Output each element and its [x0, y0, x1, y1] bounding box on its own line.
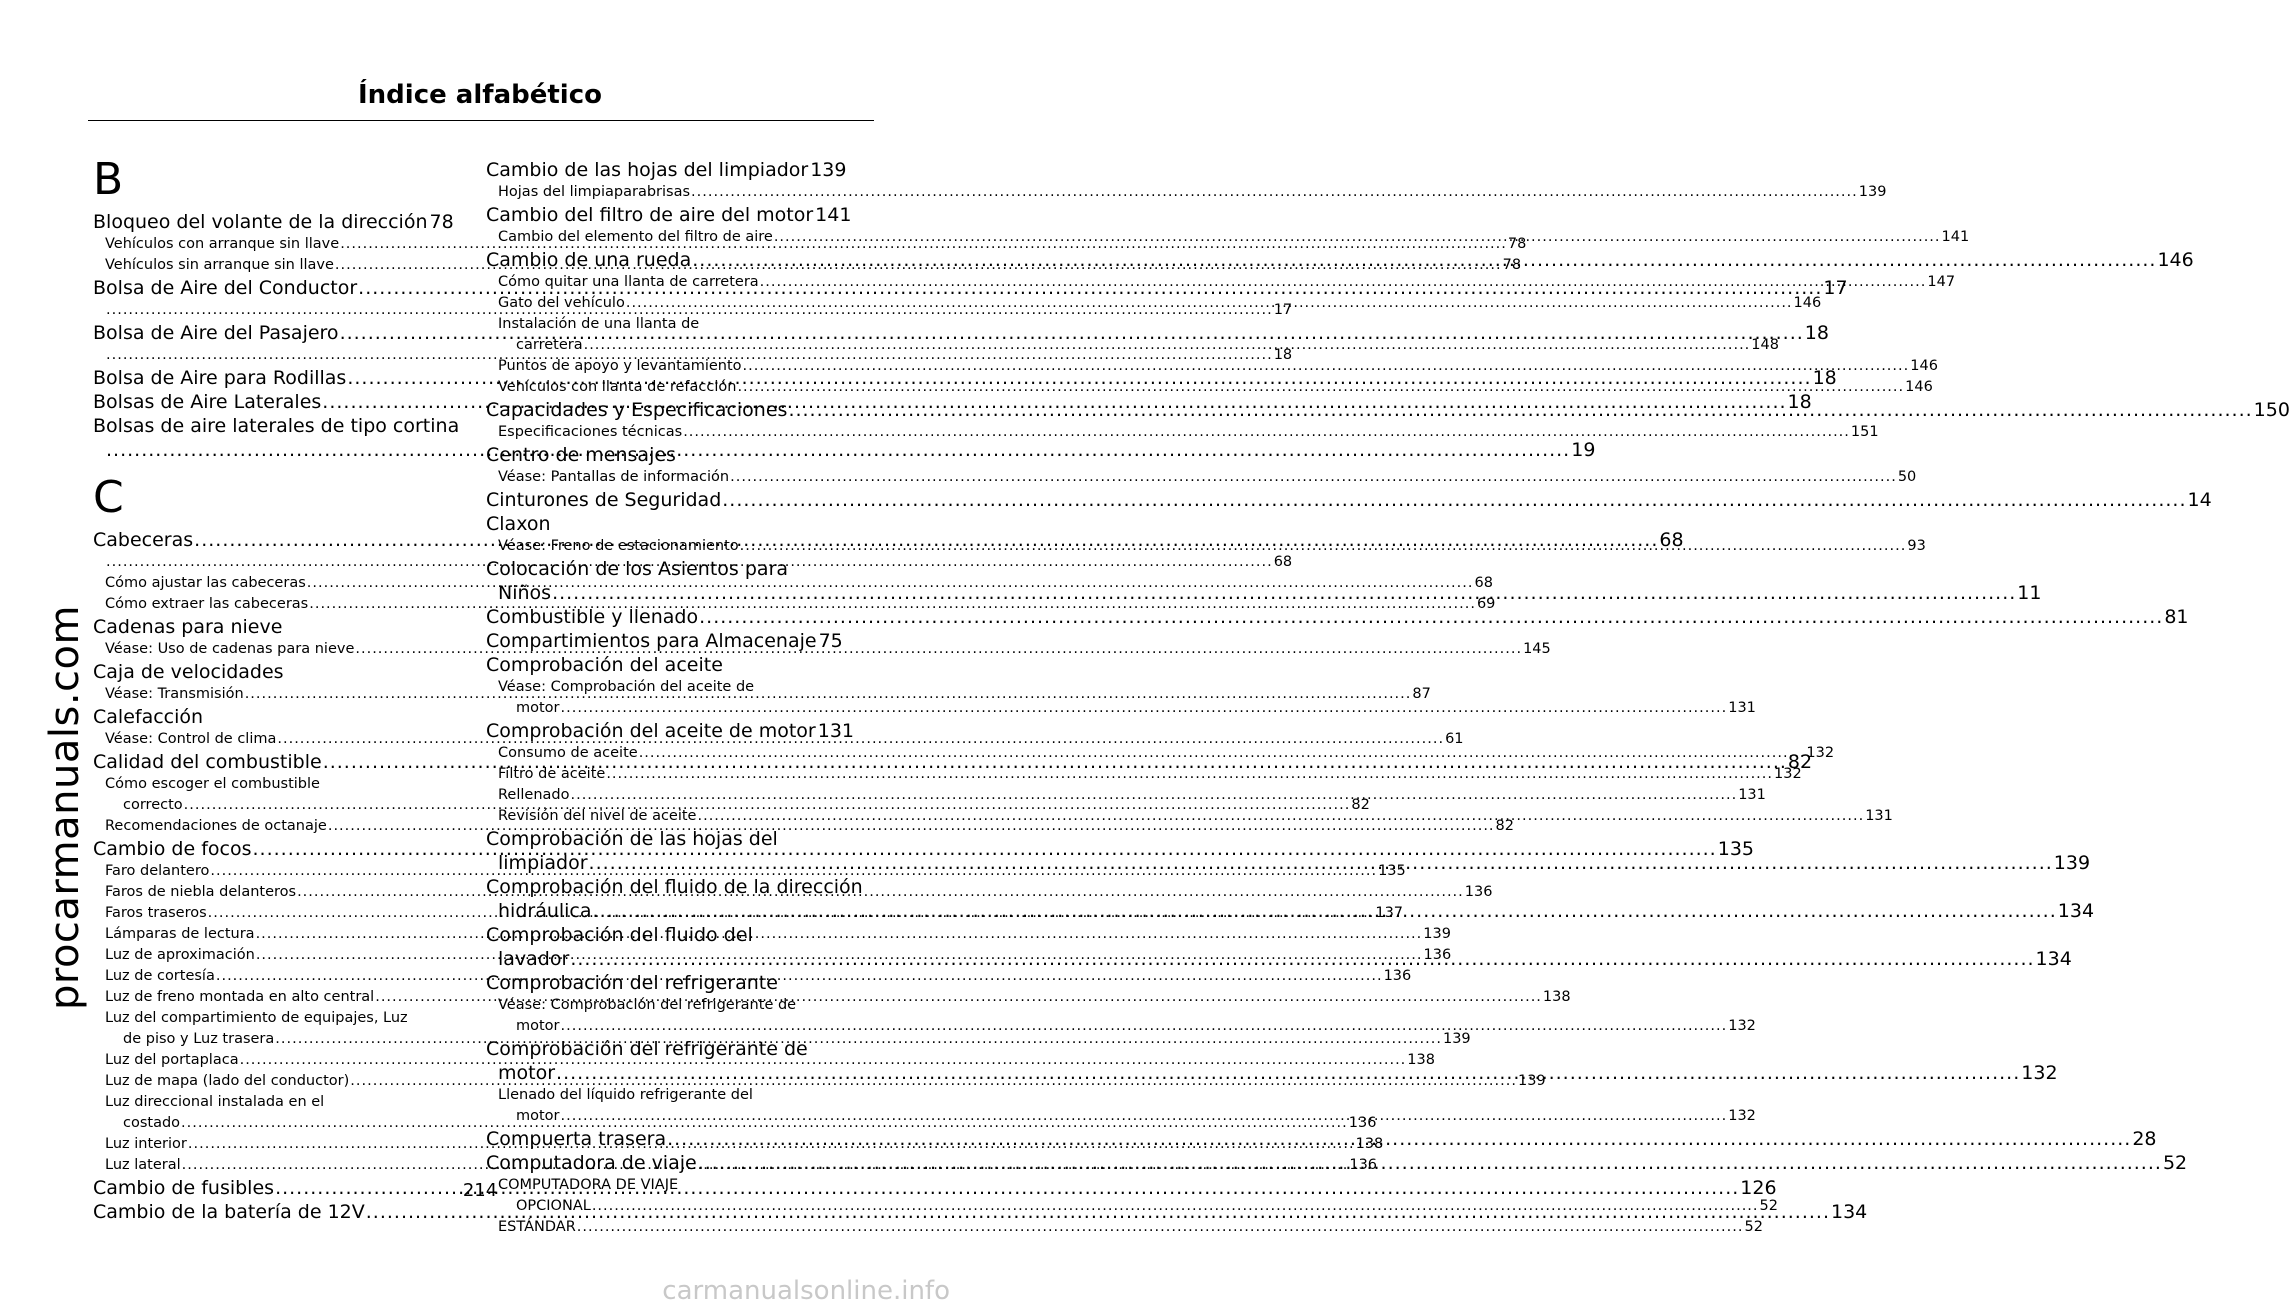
index-subentry: Luz del portaplaca ..... 138 — [93, 1050, 446, 1071]
index-entry: Comprobación del fluido del — [486, 924, 753, 946]
index-subentry: Vehículos con arranque sin llave ..... 78 — [93, 234, 446, 255]
index-subentry-continuation: motor ..... 132 — [486, 1016, 839, 1037]
index-subentry: ..... 18 — [93, 345, 446, 366]
index-subentry: Revisión del nivel de aceite ..... 131 — [486, 806, 839, 827]
index-subentry: Luz interior ..... 138 — [93, 1134, 446, 1155]
index-subentry: Vehículos con llanta de refacción ..... 146 — [486, 377, 839, 398]
index-subentry: Instalación de una llanta de — [498, 316, 700, 332]
page-title: Índice alfabético — [358, 80, 602, 110]
index-subentry: Faros traseros ..... 137 — [93, 903, 446, 924]
index-entry: Cambio de focos ..... 135 — [93, 837, 446, 861]
index-entry: Bolsas de aire laterales de tipo cortina — [93, 415, 460, 437]
index-entry: Bolsa de Aire del Conductor ..... 17 — [93, 276, 446, 300]
index-entry: Bloqueo del volante de la dirección 78 — [93, 211, 454, 233]
index-subentry: Luz de cortesía ..... 136 — [93, 966, 446, 987]
index-subentry-continuation: motor ..... 131 — [486, 698, 839, 719]
index-subentry: Luz lateral ..... 136 — [93, 1155, 446, 1176]
index-subentry-continuation: de piso y Luz trasera ..... 139 — [93, 1029, 446, 1050]
index-entry: Comprobación del aceite de motor 131 — [486, 720, 854, 742]
index-entry: Comprobación de las hojas del — [486, 828, 778, 850]
index-entry: Calefacción — [93, 706, 204, 728]
index-subentry: Luz direccional instalada en el — [105, 1094, 325, 1110]
index-entry: Bolsa de Aire para Rodillas ..... 18 — [93, 366, 446, 390]
index-subentry: Rellenado ..... 131 — [486, 785, 839, 806]
index-entry: Capacidades y Especificaciones ..... 150 — [486, 398, 839, 422]
index-entry: Cinturones de Seguridad ..... 14 — [486, 488, 839, 512]
index-entry: Bolsas de Aire Laterales ..... 18 — [93, 390, 446, 414]
index-subentry: Vehículos sin arranque sin llave ..... 78 — [93, 255, 446, 276]
index-subentry: Véase: Control de clima ..... 61 — [93, 729, 446, 750]
index-subentry: ESTÁNDAR ..... 52 — [486, 1217, 839, 1238]
index-subentry: Filtro de aceite ..... 132 — [486, 764, 839, 785]
index-subentry: Consumo de aceite ..... 132 — [486, 743, 839, 764]
index-entry: Cadenas para nieve — [93, 616, 283, 638]
index-subentry: Véase: Pantallas de información ..... 50 — [486, 467, 839, 488]
index-entry: Colocación de los Asientos para — [486, 558, 789, 580]
index-subentry: Cómo extraer las cabeceras ..... 69 — [93, 594, 446, 615]
index-subentry-continuation: OPCIONAL ..... 52 — [486, 1196, 839, 1217]
index-entry: Compuerta trasera ..... 28 — [486, 1127, 839, 1151]
index-subentry-continuation: correcto ..... 82 — [93, 795, 446, 816]
watermark-text: carmanualsonline.info — [662, 1276, 950, 1306]
section-letter-c: C — [93, 472, 124, 523]
index-entry: Caja de velocidades — [93, 661, 284, 683]
index-entry: Cabeceras ..... 68 — [93, 528, 446, 552]
index-entry: Centro de mensajes — [486, 444, 676, 466]
index-entry: Combustible y llenado ..... 81 — [486, 605, 839, 629]
index-entry: Bolsa de Aire del Pasajero ..... 18 — [93, 321, 446, 345]
index-subentry: Gato del vehículo ..... 146 — [486, 293, 839, 314]
index-subentry: Véase: Comprobación del refrigerante de — [498, 997, 797, 1013]
index-subentry: Véase: Freno de estacionamiento ..... 93 — [486, 536, 839, 557]
index-subentry: Faros de niebla delanteros ..... 136 — [93, 882, 446, 903]
index-entry: Claxon — [486, 513, 551, 535]
index-subentry: ..... 68 — [93, 552, 446, 573]
section-letter-b: B — [93, 154, 124, 205]
index-subentry-continuation: motor ..... 132 — [486, 1106, 839, 1127]
index-subentry: Lámparas de lectura ..... 139 — [93, 924, 446, 945]
index-subentry: Luz de freno montada en alto central ..... 138 — [93, 987, 446, 1008]
index-subentry: Véase: Comprobación del aceite de — [498, 679, 755, 695]
index-entry-continuation: ..... 19 — [93, 438, 446, 462]
index-entry-continuation: hidráulica ..... 134 — [486, 899, 839, 923]
header-divider — [88, 120, 874, 121]
index-entry: Cambio de las hojas del limpiador 139 — [486, 159, 847, 181]
index-entry-continuation: limpiador ..... 139 — [486, 851, 839, 875]
index-entry: Comprobación del refrigerante de — [486, 1038, 808, 1060]
index-entry: Cambio del filtro de aire del motor 141 — [486, 204, 852, 226]
index-subentry: COMPUTADORA DE VIAJE — [498, 1177, 679, 1193]
index-subentry-continuation: costado ..... 136 — [93, 1113, 446, 1134]
page-number: 214 — [462, 1180, 498, 1201]
index-entry-continuation: Niños ..... 11 — [486, 581, 839, 605]
sidebar-brand-text: procarmanuals.com — [42, 605, 88, 1010]
index-entry: Cambio de una rueda ..... 146 — [486, 248, 839, 272]
index-subentry: Véase: Transmisión ..... 87 — [93, 684, 446, 705]
index-subentry: ..... 17 — [93, 300, 446, 321]
index-subentry: Faro delantero ..... 135 — [93, 861, 446, 882]
index-entry: Cambio de la batería de 12V ..... 134 — [93, 1200, 446, 1224]
index-entry: Calidad del combustible ..... 82 — [93, 750, 446, 774]
index-entry-continuation: lavador ..... 134 — [486, 947, 839, 971]
index-subentry: Luz del compartimiento de equipajes, Luz — [105, 1010, 408, 1026]
index-subentry: Véase: Uso de cadenas para nieve ..... 145 — [93, 639, 446, 660]
index-entry: Comprobación del refrigerante — [486, 972, 778, 994]
index-subentry: Puntos de apoyo y levantamiento ..... 146 — [486, 356, 839, 377]
index-subentry: Luz de aproximación ..... 136 — [93, 945, 446, 966]
index-entry: Cambio de fusibles ..... 126 — [93, 1176, 446, 1200]
index-entry: Comprobación del aceite — [486, 654, 723, 676]
index-entry: Computadora de viaje ..... 52 — [486, 1151, 839, 1175]
index-subentry: Cómo ajustar las cabeceras ..... 68 — [93, 573, 446, 594]
index-subentry: Recomendaciones de octanaje ..... 82 — [93, 816, 446, 837]
index-subentry: Hojas del limpiaparabrisas ..... 139 — [486, 182, 839, 203]
index-entry: Compartimientos para Almacenaje 75 — [486, 630, 843, 652]
index-subentry-continuation: carretera ..... 148 — [486, 335, 839, 356]
index-subentry: Luz de mapa (lado del conductor) ..... 139 — [93, 1071, 446, 1092]
index-subentry: Especificaciones técnicas ..... 151 — [486, 422, 839, 443]
index-entry: Comprobación del fluido de la dirección — [486, 876, 863, 898]
index-subentry: Cómo escoger el combustible — [105, 776, 320, 792]
index-subentry: Cambio del elemento del filtro de aire ..... 141 — [486, 227, 839, 248]
index-subentry: Cómo quitar una llanta de carretera ..... 147 — [486, 272, 839, 293]
index-subentry: Llenado del líquido refrigerante del — [498, 1087, 753, 1103]
index-entry-continuation: motor ..... 132 — [486, 1061, 839, 1085]
